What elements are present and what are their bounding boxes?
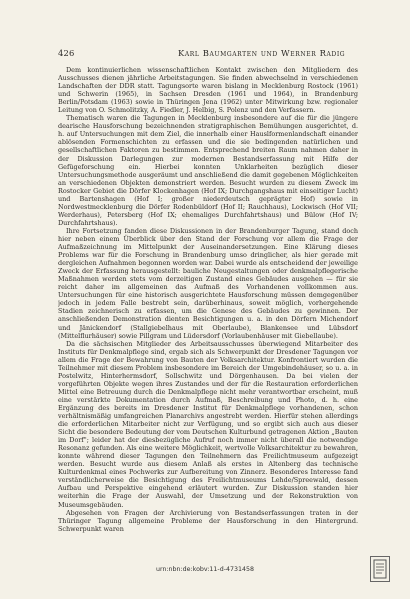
page-header [58,48,358,60]
paragraph: Dem kontinuierlichen wissenschaftlichen Kontakt zwischen den Mitgliedern des Ausschusses dienen jährliche Arbeitstagungen. Sie finden abwechselnd in verschiedenen Landschaften der DDR statt. Tagungsorte waren bislang in Mecklenburg Rostock (1961) und Schwerin (1965), in Sachsen Dresden (1961 und 1964), in Brandenburg Berlin/Potsdam (1963) sowie in Thüringen Jena (1962) unter Mitwirkung bzw. regionaler Leitung von O. Schmolitzky, A. Fiedler, J. Helbig, S. Polenz und den Verfassern. [58,66,358,115]
paragraph: Da die sächsischen Mitglieder des Arbeitsausschusses überwiegend Mitarbeiter des Instituts für Denkmalpflege sind, ergab sich als Schwerpunkt der Dresdener Tagungen vor allem die Frage der Bewahrung von Bauten der Volksarchitektur. Konfrontiert wurden die Teilnehmer mit diesem Problem insbesondere im Bereich der Umgebindehäuser, so u. a. in Postelwitz, Hinterhermsdorf, Sollschwitz und Dörgenhausen. Da bei vielen der vorgeführten Objekte wegen ihres Zustandes und der für die Restauration erforderlichen Mittel eine Betreuung durch die Denkmalpflege nicht mehr verantwortbar erscheint, muß eine verstärkte Dokumentation durch Aufmaß, Beschreibung und Photo, d. h. eine Ergänzung des bereits im Dresdener Institut für Denkmalpflege vorhandenen, schon verhältnismäßig umfangreichen Planarchivs angestrebt werden. Hierfür stehen allerdings die erforderlichen Mitarbeiter nicht zur Verfügung, und so ergibt sich auch aus dieser Sicht die besondere Bedeutung der vom Deutschen Kulturbund getragenen Aktion „Bauten im Dorf"; leider hat der diesbezügliche Aufruf noch immer nicht überall die notwendige Resonanz gefunden. Als eine weitere Möglichkeit, wertvolle Volksarchitektur zu bewahren, konnte während dieser Tagungen den Teilnehmern das Freilichtmuseum aufgezeigt werden. Besucht wurde aus diesem Anlaß als erstes in Altenberg das technische Kulturdenkmal eines Pochwerks zur Aufbereitung von Zinnerz. Besonderes Interesse fand verständlicherweise die Besichtigung des Freilichtmuseums Lehde/Spreewald, dessen Aufbau und Perspektive eingehend erläutert wurden. Zur Diskussion standen hier weiterhin die Frage der Auswahl, der Umsetzung und der Rekonstruktion von Museumsgebäuden. [58,339,358,509]
page-number: 426 [58,48,75,58]
body-text [58,66,358,542]
paragraph: Abgesehen von Fragen der Archivierung von Bestandserfassungen traten in der Thüringer Tagung allgemeine Probleme der Hausforschung in den Hintergrund. Schwerpunkt waren [58,508,358,533]
paragraph: Thematisch waren die Tagungen in Mecklenburg insbesondere auf die für die jüngere dearische Hausforschung bezeichnenden stratigraphischen Bemühungen ausgerichtet, d. h. auf Untersuchungen mit dem Ziel, die innerhalb einer Hauslformenlandschaft einander ablösenden Formenschichten zu erfassen und die sie bedingenden natürlichen und gesellschaftlichen Faktoren zu bestimmen. Entsprechend breiten Raum nahmen daher in der Diskussion Darlegungen zur modernen Bestandserfassung mit Hilfe der Gefügeforschung ein. Hierbei konnten Unklarheiten bezüglich dieser Untersuchungsmethode ausgeräumt und anschließend die damit gegebenen Möglichkeiten an verschiedenen Objekten demonstriert werden. Besucht wurden zu diesem Zweck im Rostocker Gebiet die Dörfer Klockenhagen (Hof IX; Durchgangshaus mit einseitiger Lucht) und Bartenshagen (Hof I; großer niederdeutsch geprägter Hof) sowie in Nordwestmecklenburg die Dörfer Rodenbüldorf (Hof II; Rauchhaus), Lockwisch (Hof VII; Werderhaus), Petersberg (Hof IX; ehemaliges Durchfahrtshaus) und Bülow (Hof IV; Durchfahrtshaus). [58,114,358,227]
urn-identifier: urn:nbn:de:kobv:11-d-4731458 [155,566,255,573]
running-title: Karl Baumgarten und Werner Radig [178,48,346,58]
library-logo-icon [370,556,390,582]
paragraph: Ihre Fortsetzung fanden diese Diskussionen in der Brandenburger Tagung, stand doch hier neben einem Überblick über den Stand der Forschung vor allem die Frage der Aufmaßzeichnung im Mittelpunkt der Auseinandersetzungen. Eine Klärung dieses Problems war für die Forschung in Brandenburg umso dringlicher, als hier gerade mit dergleichen Aufnahmen begonnen worden war. Dabei wurde als entscheidend der jeweilige Zweck der Erfassung herausgestellt: bauliche Neugestaltungen oder denkmalpflegerische Maßnahmen werden stets vom derzeitigen Zustand eines Gebäudes ausgehen — für sie reicht daher im allgemeinen das Aufmaß des Vorhandenen vollkommen aus. Untersuchungen für eine historisch ausgerichtete Hausforschung müssen demgegenüber jedoch in jedem Falle bestrebt sein, darüberhinaus, soweit möglich, vorhergehende Stadien zeichnerisch zu erfassen, um die Genese des Gebäudes zu gewinnen. Der anschließenden Demonstration dienten Besichtigungen u. a. in den Dörfern Michendorf und Jänickendorf (Stallgiebelhaus mit Oberlaube), Blankensee und Lübsdorf (Mittelflurhäuser) sowie Pillgram und Lüdersdorf (Vorlaubenhäuser mit Giebellaube). [58,226,358,340]
